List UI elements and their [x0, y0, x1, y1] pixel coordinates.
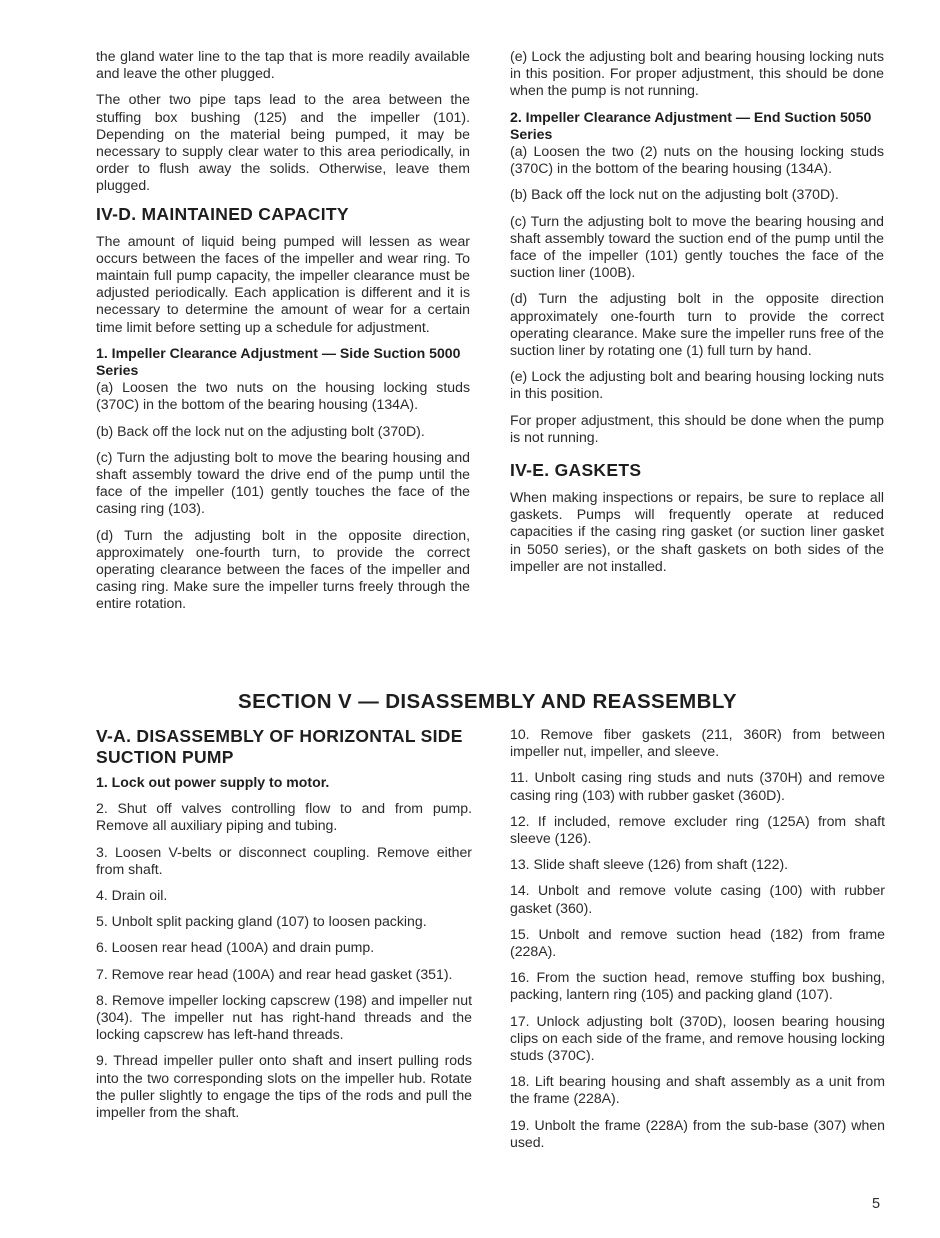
- step-18: 18. Lift bearing housing and shaft assembly as a unit from the frame (228A).: [510, 1073, 885, 1107]
- step-c: (c) Turn the adjusting bolt to move the bearing housing and shaft assembly toward the drive end of the pump until the face of the impeller (101) gently touches the face of the casing ring (103).: [96, 448, 470, 517]
- page-number: 5: [872, 1196, 881, 1212]
- step-4: 4. Drain oil.: [96, 887, 168, 904]
- step-15: 15. Unbolt and remove suction head (182) from frame (228A).: [510, 925, 885, 960]
- subheading-side-suction: 1. Impeller Clearance Adjustment — Side Suction 5000 Series: [96, 344, 461, 379]
- column-2: [510, 48, 884, 584]
- step-2: 2. Shut off valves controlling flow to and from pump. Remove all auxiliary piping and tubing.: [96, 800, 472, 834]
- column-4: [510, 726, 885, 1160]
- heading-iv-d: IV-D. MAINTAINED CAPACITY: [96, 203, 349, 224]
- paragraph: When making inspections or repairs, be sure to replace all gaskets. Pumps will frequently operate at reduced capacities if the casing ring gasket (or suction liner gasket in 5050 series), or the shaft gaskets on both sides of the impeller are not installed.: [510, 489, 884, 574]
- step-7: 7. Remove rear head (100A) and rear head gasket (351).: [96, 965, 453, 982]
- step-1: 1. Lock out power supply to motor.: [96, 774, 330, 790]
- step-11: 11. Unbolt casing ring studs and nuts (370H) and remove casing ring (103) with rubber gasket (360D).: [510, 769, 885, 803]
- step-17: 17. Unlock adjusting bolt (370D), loosen bearing housing clips on each side of the frame, and remove housing locking studs (370C).: [510, 1012, 885, 1064]
- step-c: (c) Turn the adjusting bolt to move the bearing housing and shaft assembly toward the suction end of the pump until the face of the impeller (101) gently touches the face of the suction liner (100B).: [510, 212, 884, 281]
- step-e: (e) Lock the adjusting bolt and bearing housing locking nuts in this position. For proper adjustment, this should be done when the pump is not running.: [510, 48, 884, 99]
- step-e: (e) Lock the adjusting bolt and bearing housing locking nuts in this position.: [510, 368, 884, 402]
- step-d: (d) Turn the adjusting bolt in the opposite direction, approximately one-fourth turn, to provide the correct operating clearance between the faces of the impeller and casing ring. Make sure the impeller turns freely through the entire rotation.: [96, 526, 470, 612]
- column-1: [96, 48, 470, 622]
- step-a: (a) Loosen the two nuts on the housing locking studs (370C) in the bottom of the bearing housing (134A).: [96, 379, 470, 413]
- step-a: (a) Loosen the two (2) nuts on the housing locking studs (370C) in the bottom of the bearing housing (134A).: [510, 143, 884, 177]
- step-9: 9. Thread impeller puller onto shaft and insert pulling rods into the two corresponding slots on the impeller hub. Rotate the puller slightly to engage the tips of the rods and pull the impeller from the shaft.: [96, 1052, 472, 1121]
- step-6: 6. Loosen rear head (100A) and drain pump.: [96, 939, 375, 956]
- step-3: 3. Loosen V-belts or disconnect coupling. Remove either from shaft.: [96, 843, 472, 877]
- heading-iv-e: IV-E. GASKETS: [510, 460, 642, 481]
- paragraph: The other two pipe taps lead to the area between the stuffing box bushing (125) and the impeller (101). Depending on the material being pumped, it may be necessary to supply clear water to this area periodically, in order to flush away the solids. Otherwise, leave them plugged.: [96, 91, 470, 194]
- section-title: SECTION V — DISASSEMBLY AND REASSEMBLY: [238, 690, 737, 713]
- step-13: 13. Slide shaft sleeve (126) from shaft (122).: [510, 856, 789, 873]
- step-b: (b) Back off the lock nut on the adjusting bolt (370D).: [510, 186, 839, 203]
- step-12: 12. If included, remove excluder ring (125A) from shaft sleeve (126).: [510, 812, 885, 847]
- paragraph: the gland water line to the tap that is more readily available and leave the other plugged.: [96, 48, 470, 82]
- step-b: (b) Back off the lock nut on the adjusting bolt (370D).: [96, 422, 425, 439]
- column-3: [96, 726, 472, 1130]
- subheading-end-suction: 2. Impeller Clearance Adjustment — End Suction 5050 Series: [510, 108, 872, 142]
- step-10: 10. Remove fiber gaskets (211, 360R) from between impeller nut, impeller, and sleeve.: [510, 726, 885, 760]
- step-16: 16. From the suction head, remove stuffing box bushing, packing, lantern ring (105) and packing gland (107).: [510, 969, 885, 1003]
- step-14: 14. Unbolt and remove volute casing (100) with rubber gasket (360).: [510, 882, 885, 916]
- paragraph: The amount of liquid being pumped will lessen as wear occurs between the faces of the impeller and wear ring. To maintain full pump capacity, the impeller clearance must be adjusted periodically. Each application is different and it is necessary to determine the amount of wear for a certain time limit before setting up a schedule for adjustment.: [96, 232, 470, 335]
- step-8: 8. Remove impeller locking capscrew (198) and impeller nut (304). The impeller nut has right-hand threads and the locking capscrew has left-hand threads.: [96, 991, 472, 1043]
- step-d: (d) Turn the adjusting bolt in the opposite direction approximately one-fourth turn to provide the correct operating clearance. Make sure the impeller runs free of the suction liner by rotating one (1) full turn by hand.: [510, 290, 884, 359]
- step-5: 5. Unbolt split packing gland (107) to loosen packing.: [96, 913, 427, 930]
- paragraph: For proper adjustment, this should be done when the pump is not running.: [510, 411, 884, 445]
- step-19: 19. Unbolt the frame (228A) from the sub-base (307) when used.: [510, 1116, 885, 1150]
- heading-v-a: V-A. DISASSEMBLY OF HORIZONTAL SIDE SUCTION PUMP: [96, 726, 463, 767]
